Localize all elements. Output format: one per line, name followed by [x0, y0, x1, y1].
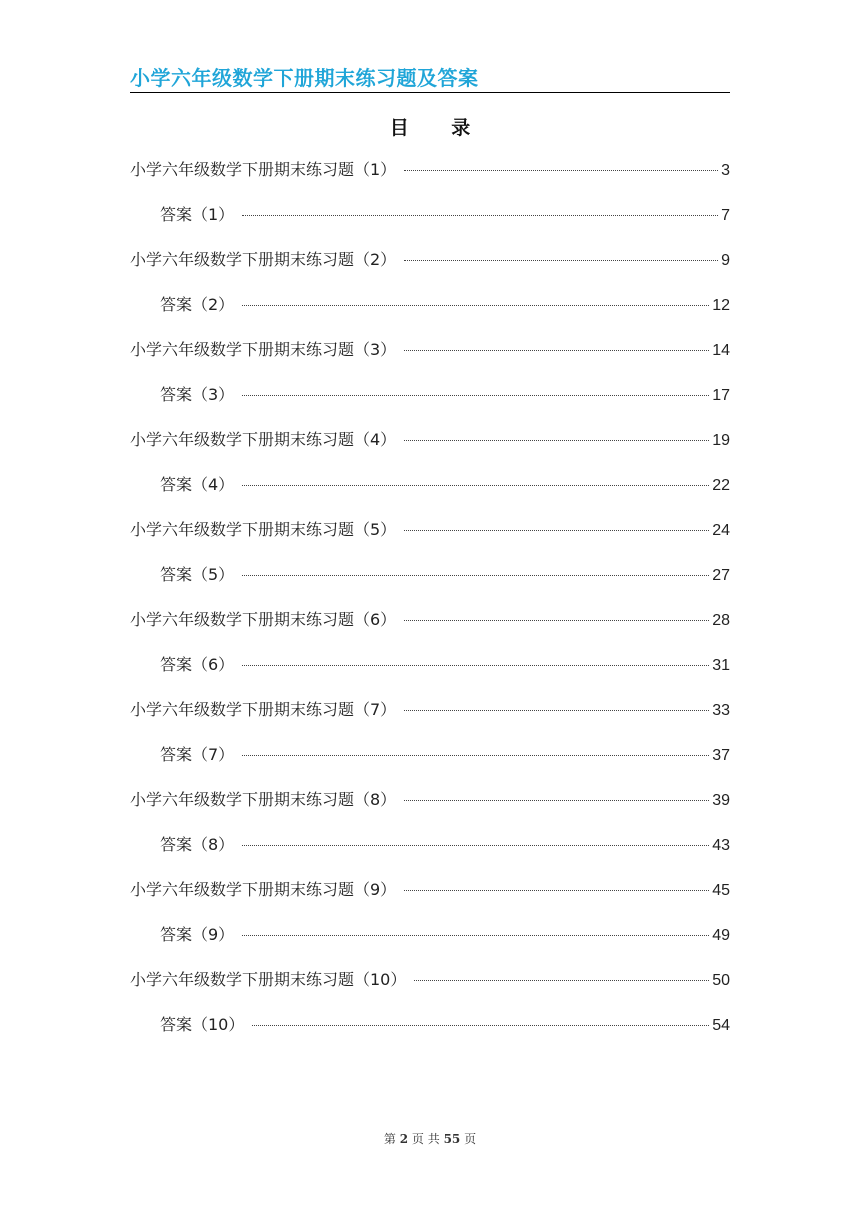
- toc-leader-dots: [404, 800, 709, 801]
- toc-entry-exercise[interactable]: [130, 877, 730, 922]
- toc-heading: 目 录: [389, 117, 489, 139]
- toc-leader-dots: [242, 755, 709, 756]
- footer-prefix: 第: [383, 1132, 396, 1146]
- toc-entry-text: 答案（4）: [160, 475, 235, 494]
- toc-entry-exercise[interactable]: [130, 157, 730, 202]
- toc-entry-text: 答案（7）: [160, 745, 235, 764]
- toc-entry-answer[interactable]: [130, 832, 730, 877]
- toc-entry-exercise[interactable]: [130, 427, 730, 472]
- toc-entry-text: 答案（3）: [160, 385, 235, 404]
- toc-entry-page-number: 14: [712, 342, 730, 359]
- toc-entry-page-number: 39: [712, 792, 730, 809]
- toc-leader-dots: [242, 485, 709, 486]
- toc-leader-dots: [414, 980, 709, 981]
- toc-entry-answer[interactable]: [130, 202, 730, 247]
- toc-entry-answer[interactable]: [130, 742, 730, 787]
- toc-entry-text: 答案（2）: [160, 295, 235, 314]
- toc-leader-dots: [404, 620, 709, 621]
- toc-entry-page-number: 31: [712, 657, 730, 674]
- footer-current-page: 2: [399, 1132, 409, 1146]
- toc-entry-answer[interactable]: [130, 1012, 730, 1057]
- toc-entry-exercise[interactable]: [130, 517, 730, 562]
- toc-entry-page-number: 9: [721, 252, 730, 269]
- toc-entry-text: 答案（6）: [160, 655, 235, 674]
- toc-entry-text: 小学六年级数学下册期末练习题（7）: [130, 700, 397, 719]
- toc-entry-exercise[interactable]: [130, 787, 730, 832]
- toc-entry-text: 答案（8）: [160, 835, 235, 854]
- page-footer: [0, 1130, 860, 1147]
- toc-entry-text: 答案（9）: [160, 925, 235, 944]
- toc-entry-text: 小学六年级数学下册期末练习题（8）: [130, 790, 397, 809]
- toc-leader-dots: [242, 935, 709, 936]
- toc-entry-page-number: 33: [712, 702, 730, 719]
- toc-entry-page-number: 27: [712, 567, 730, 584]
- toc-entry-page-number: 54: [712, 1017, 730, 1034]
- toc-entry-text: 答案（10）: [160, 1015, 245, 1034]
- toc-entry-page-number: 49: [712, 927, 730, 944]
- footer-suffix: 页: [464, 1132, 477, 1146]
- toc-leader-dots: [242, 395, 709, 396]
- toc-leader-dots: [252, 1025, 709, 1026]
- toc-leader-dots: [404, 260, 718, 261]
- toc-entry-page-number: 7: [721, 207, 730, 224]
- document-title: 小学六年级数学下册期末练习题及答案: [130, 66, 479, 90]
- toc-entry-text: 小学六年级数学下册期末练习题（10）: [130, 970, 407, 989]
- toc-entry-answer[interactable]: [130, 382, 730, 427]
- toc-leader-dots: [404, 710, 709, 711]
- toc-leader-dots: [404, 350, 709, 351]
- toc-leader-dots: [404, 890, 709, 891]
- toc-leader-dots: [404, 530, 709, 531]
- toc-entry-page-number: 24: [712, 522, 730, 539]
- toc-leader-dots: [242, 845, 709, 846]
- footer-middle: 页 共: [411, 1132, 440, 1146]
- toc-entry-page-number: 28: [712, 612, 730, 629]
- toc-leader-dots: [242, 305, 709, 306]
- page-header: [130, 60, 730, 93]
- toc-entry-text: 小学六年级数学下册期末练习题（5）: [130, 520, 397, 539]
- toc-entry-text: 小学六年级数学下册期末练习题（3）: [130, 340, 397, 359]
- toc-entry-page-number: 45: [712, 882, 730, 899]
- toc-leader-dots: [242, 665, 709, 666]
- toc-entry-text: 小学六年级数学下册期末练习题（4）: [130, 430, 397, 449]
- footer-total-pages: 55: [443, 1132, 461, 1146]
- toc-entry-exercise[interactable]: [130, 697, 730, 742]
- toc-entry-page-number: 50: [712, 972, 730, 989]
- toc-entry-page-number: 22: [712, 477, 730, 494]
- toc-entry-page-number: 19: [712, 432, 730, 449]
- toc-entry-exercise[interactable]: [130, 337, 730, 382]
- toc-entry-answer[interactable]: [130, 922, 730, 967]
- toc-entry-text: 答案（5）: [160, 565, 235, 584]
- toc-entry-text: 答案（1）: [160, 205, 235, 224]
- toc-leader-dots: [242, 215, 718, 216]
- table-of-contents: [130, 157, 730, 1057]
- toc-entry-answer[interactable]: [130, 292, 730, 337]
- toc-entry-page-number: 43: [712, 837, 730, 854]
- toc-entry-text: 小学六年级数学下册期末练习题（1）: [130, 160, 397, 179]
- toc-entry-answer[interactable]: [130, 652, 730, 697]
- toc-entry-answer[interactable]: [130, 562, 730, 607]
- toc-entry-text: 小学六年级数学下册期末练习题（9）: [130, 880, 397, 899]
- toc-entry-page-number: 17: [712, 387, 730, 404]
- toc-leader-dots: [404, 440, 709, 441]
- toc-entry-exercise[interactable]: [130, 967, 730, 1012]
- toc-entry-answer[interactable]: [130, 472, 730, 517]
- toc-entry-text: 小学六年级数学下册期末练习题（6）: [130, 610, 397, 629]
- toc-leader-dots: [242, 575, 709, 576]
- toc-entry-text: 小学六年级数学下册期末练习题（2）: [130, 250, 397, 269]
- toc-leader-dots: [404, 170, 718, 171]
- toc-entry-exercise[interactable]: [130, 247, 730, 292]
- toc-entry-exercise[interactable]: [130, 607, 730, 652]
- toc-entry-page-number: 3: [721, 162, 730, 179]
- toc-entry-page-number: 37: [712, 747, 730, 764]
- toc-entry-page-number: 12: [712, 297, 730, 314]
